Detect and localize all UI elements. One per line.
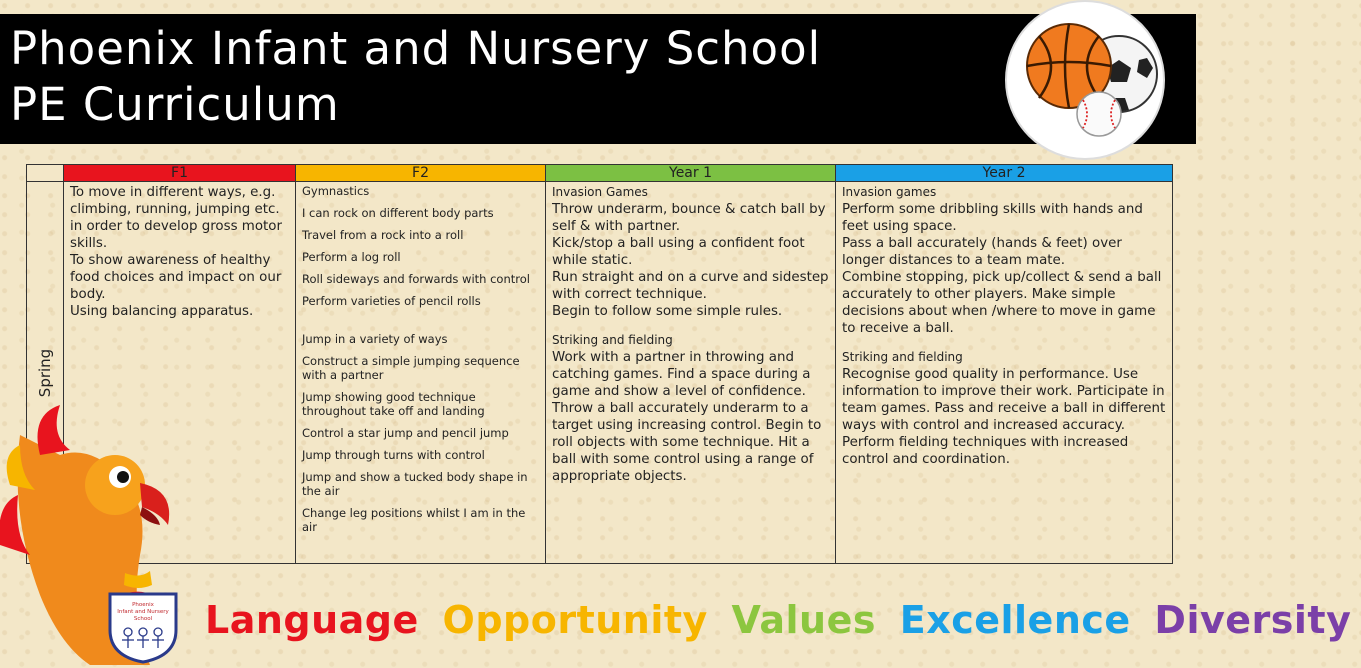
- f2-item: Jump showing good technique throughout take off and landing: [302, 390, 485, 418]
- f2-cell: [296, 182, 546, 564]
- f1-item: To show awareness of healthy food choices and impact on our body.: [70, 253, 282, 302]
- badge-text-line3: School: [133, 616, 153, 622]
- year1-item: Run straight and on a curve and sidestep with correct technique.: [552, 270, 829, 302]
- year2-cell: [836, 182, 1173, 564]
- f2-item: Jump in a variety of ways: [302, 332, 448, 346]
- baseball-icon: [1077, 92, 1121, 136]
- f2-item: I can rock on different body parts: [302, 206, 494, 220]
- column-header-f1: F1: [64, 165, 296, 182]
- badge-text-line2: Infant and Nursery: [117, 609, 169, 615]
- school-name: Phoenix Infant and Nursery School: [10, 22, 822, 75]
- value-opportunity: Opportunity: [442, 598, 708, 642]
- value-language: Language: [205, 598, 419, 642]
- value-diversity: Diversity: [1154, 598, 1352, 642]
- f2-heading: Gymnastics: [302, 184, 370, 198]
- year2-item: Combine stopping, pick up/collect & send a ball accurately to other players. Make simple decisions about when /where to move in game to receive a ball.: [842, 270, 1162, 336]
- season-label: Spring: [36, 348, 54, 397]
- f2-item: Perform a log roll: [302, 250, 401, 264]
- year1-heading-striking: Striking and fielding: [552, 333, 673, 347]
- value-excellence: Excellence: [899, 598, 1131, 642]
- column-header-year1: Year 1: [546, 165, 836, 182]
- year2-striking-text: Recognise good quality in performance. Use information to improve their work. Participate in team games. Pass and receive a ball in different ways with control and increased accuracy. Perform fielding techniques with increased control and coordination.: [842, 367, 1166, 467]
- f2-item: Construct a simple jumping sequence with a partner: [302, 354, 520, 382]
- badge-text-line1: Phoenix: [132, 602, 154, 608]
- year1-item: Begin to follow some simple rules.: [552, 304, 783, 319]
- column-header-year2: Year 2: [836, 165, 1173, 182]
- value-values: Values: [731, 598, 876, 642]
- sports-balls-image: [1005, 0, 1165, 160]
- f2-item: Perform varieties of pencil rolls: [302, 294, 481, 308]
- school-badge-icon: [106, 590, 180, 664]
- f1-item: Using balancing apparatus.: [70, 304, 254, 319]
- f2-item: Change leg positions whilst I am in the air: [302, 506, 526, 534]
- year2-item: Perform some dribbling skills with hands and feet using space.: [842, 202, 1143, 234]
- year1-heading-invasion: Invasion Games: [552, 185, 648, 199]
- year2-heading-invasion: Invasion games: [842, 185, 937, 199]
- f2-item: Roll sideways and forwards with control: [302, 272, 530, 286]
- f2-item: Travel from a rock into a roll: [302, 228, 464, 242]
- f1-item: To move in different ways, e.g. climbing, running, jumping etc. in order to develop gross motor skills.: [70, 185, 282, 251]
- year1-striking-text: Work with a partner in throwing and catching games. Find a space during a game and show a level of confidence. Throw a ball accurately underarm to a target using increasing control. Begin to roll objects with some technique. Hit a ball with some control using a range of appropriate objects.: [552, 350, 822, 484]
- year1-cell: [546, 182, 836, 564]
- column-header-f2: F2: [296, 165, 546, 182]
- school-values: [205, 598, 1361, 642]
- f2-item: Control a star jump and pencil jump: [302, 426, 509, 440]
- f2-item: Jump through turns with control: [302, 448, 485, 462]
- year2-heading-striking: Striking and fielding: [842, 350, 963, 364]
- corner-cell: [27, 165, 64, 182]
- year2-item: Pass a ball accurately (hands & feet) over longer distances to a team mate.: [842, 236, 1122, 268]
- year1-item: Kick/stop a ball using a confident foot while static.: [552, 236, 805, 268]
- page-title: PE Curriculum: [10, 78, 340, 131]
- year1-item: Throw underarm, bounce & catch ball by self & with partner.: [552, 202, 826, 234]
- f2-item: Jump and show a tucked body shape in the air: [302, 470, 528, 498]
